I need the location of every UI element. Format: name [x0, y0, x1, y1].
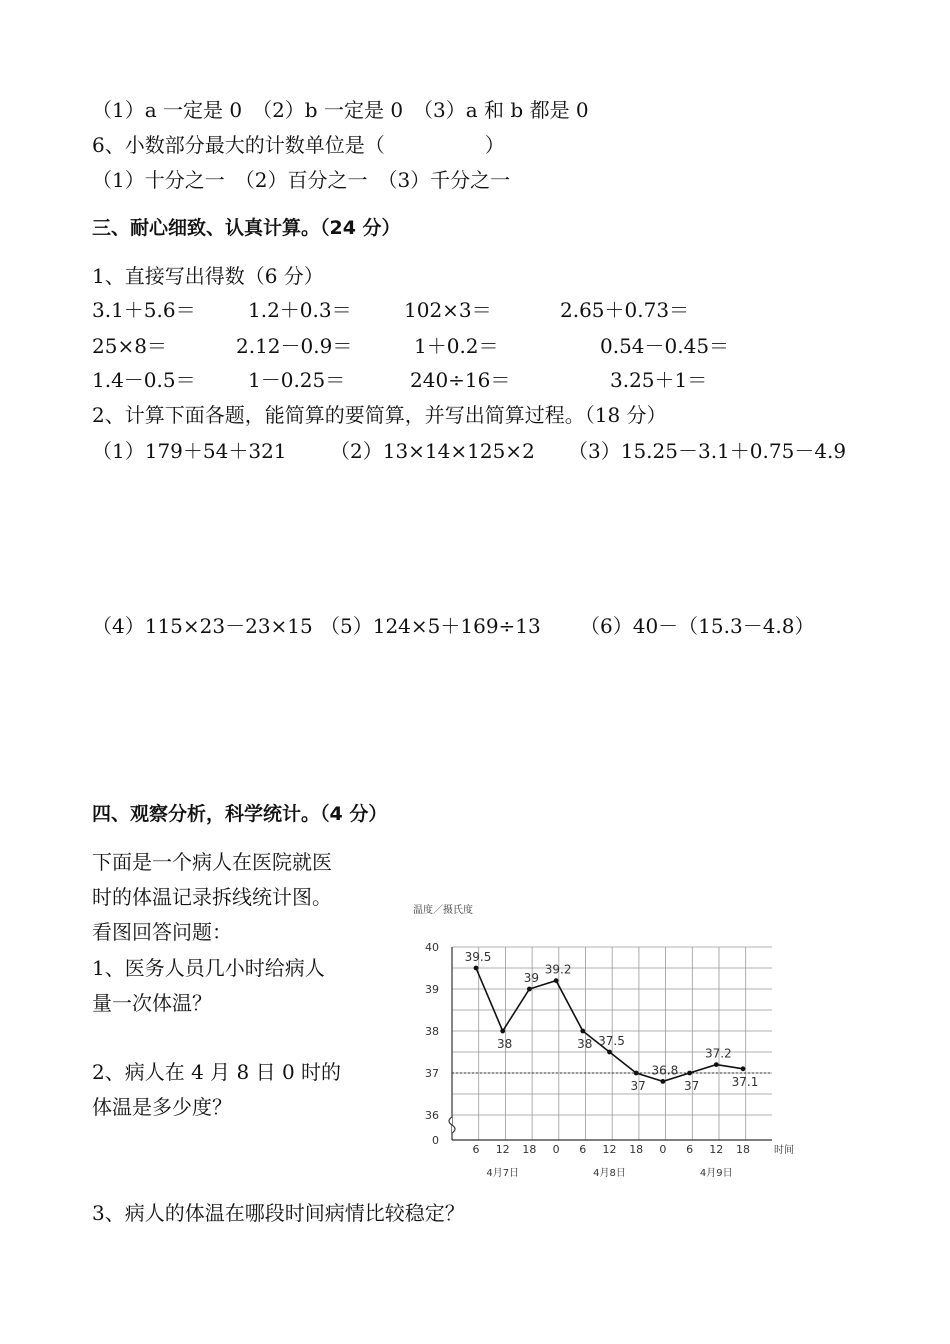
x-tick-label: 6: [472, 1143, 480, 1156]
section-4-q3: 3、病人的体温在哪段时间病情比较稳定？: [92, 1201, 465, 1225]
y-axis-label: 温度／摄氏度: [413, 905, 473, 916]
x-tick-label: 18: [629, 1143, 644, 1156]
calc-problem: （4）115×23－23×15: [92, 614, 313, 638]
data-label: 38: [497, 1037, 513, 1051]
x-tick-label: 0: [659, 1143, 667, 1156]
oral-calc-item: 1.2＋0.3＝: [248, 298, 352, 322]
section-4-q1: 量一次体温？: [92, 991, 212, 1015]
section-4-q2: 体温是多少度？: [92, 1095, 232, 1119]
data-label: 39.5: [464, 950, 492, 964]
x-tick-label: 0: [552, 1143, 560, 1156]
data-point: [554, 978, 559, 983]
oral-calc-item: 102×3＝: [404, 298, 492, 322]
calc-problem: （5）124×5＋169÷13: [320, 614, 541, 638]
date-label: 4月8日: [593, 1168, 626, 1179]
date-label: 4月7日: [486, 1168, 520, 1179]
data-point: [741, 1066, 746, 1071]
x-axis-label: 时间: [774, 1145, 794, 1156]
oral-calc-item: 3.25＋1＝: [610, 368, 708, 392]
oral-calc-item: 1.4－0.5＝: [92, 368, 196, 392]
x-tick-label: 12: [602, 1143, 617, 1156]
question-6-options: （1）十分之一 （2）百分之一 （3）千分之一: [92, 168, 511, 192]
temperature-line-chart: [405, 895, 805, 1195]
data-point: [580, 1029, 585, 1034]
x-tick-label: 18: [736, 1143, 750, 1156]
data-point: [714, 1062, 719, 1067]
date-label: 4月9日: [699, 1168, 733, 1179]
oral-calc-item: 1＋0.2＝: [414, 334, 499, 358]
calc-problem: （6）40－（15.3－4.8）: [580, 614, 815, 638]
axis-break-icon: [449, 1117, 455, 1133]
y-tick-label: 37: [425, 1067, 439, 1080]
data-label: 37: [630, 1079, 646, 1093]
oral-calc-item: 2.65＋0.73＝: [560, 298, 690, 322]
oral-calc-item: 2.12－0.9＝: [236, 334, 353, 358]
oral-calc-item: 25×8＝: [92, 334, 167, 358]
section-4-q1: 1、医务人员几小时给病人: [92, 956, 325, 980]
x-tick-label: 6: [579, 1143, 587, 1156]
section-4-intro: 看图回答问题：: [92, 920, 232, 944]
data-label: 37.5: [598, 1034, 625, 1048]
x-tick-label: 12: [495, 1143, 510, 1156]
y-tick-label: 36: [425, 1109, 439, 1122]
y-tick-label: 40: [425, 941, 439, 954]
data-point: [687, 1071, 692, 1076]
calc-problem: （3）15.25－3.1＋0.75－4.9: [568, 439, 847, 463]
section-4-q2: 2、病人在 4 月 8 日 0 时的: [92, 1060, 342, 1084]
y-tick-label: 39: [425, 983, 439, 996]
question-6: 6、小数部分最大的计数单位是（ ）: [92, 133, 505, 157]
section-4-intro: 下面是一个病人在医院就医: [92, 850, 332, 874]
data-label: 36.8: [651, 1063, 679, 1078]
series-line: [476, 968, 743, 1081]
x-tick-label: 6: [686, 1143, 694, 1156]
data-label: 37.2: [704, 1046, 732, 1061]
calc-problem: （1）179＋54＋321: [92, 439, 287, 463]
data-point: [661, 1079, 666, 1084]
y-tick-label: 38: [425, 1025, 439, 1038]
data-label: 38: [577, 1037, 593, 1051]
data-point: [500, 1029, 505, 1034]
section-4-intro: 时的体温记录拆线统计图。: [92, 885, 332, 909]
oral-calc-item: 3.1＋5.6＝: [92, 298, 196, 322]
x-tick-label: 12: [709, 1143, 724, 1156]
section-3-sub1: 1、直接写出得数（6 分）: [92, 264, 324, 288]
y-tick-label: 0: [432, 1134, 439, 1147]
calc-problem: （2）13×14×125×2: [330, 439, 535, 463]
oral-calc-item: 240÷16＝: [410, 368, 511, 392]
data-label: 37: [683, 1079, 700, 1093]
section-4-title: 四、观察分析，科学统计。（4 分）: [92, 803, 388, 825]
section-3-sub2: 2、计算下面各题，能简算的要简算，并写出简算过程。（18 分）: [92, 403, 667, 427]
data-label: 37.1: [731, 1074, 759, 1089]
data-label: 39.2: [544, 962, 572, 977]
data-point: [607, 1050, 612, 1055]
oral-calc-item: 0.54－0.45＝: [600, 334, 730, 358]
oral-calc-item: 1－0.25＝: [248, 368, 346, 392]
data-point: [527, 987, 532, 992]
section-3-title: 三、耐心细致、认真计算。（24 分）: [92, 217, 401, 239]
data-label: 39: [523, 971, 540, 985]
data-point: [474, 966, 479, 971]
x-tick-label: 18: [522, 1143, 537, 1156]
data-point: [634, 1071, 639, 1076]
option-line-q5: （1）a 一定是 0 （2）b 一定是 0 （3）a 和 b 都是 0: [92, 98, 589, 122]
